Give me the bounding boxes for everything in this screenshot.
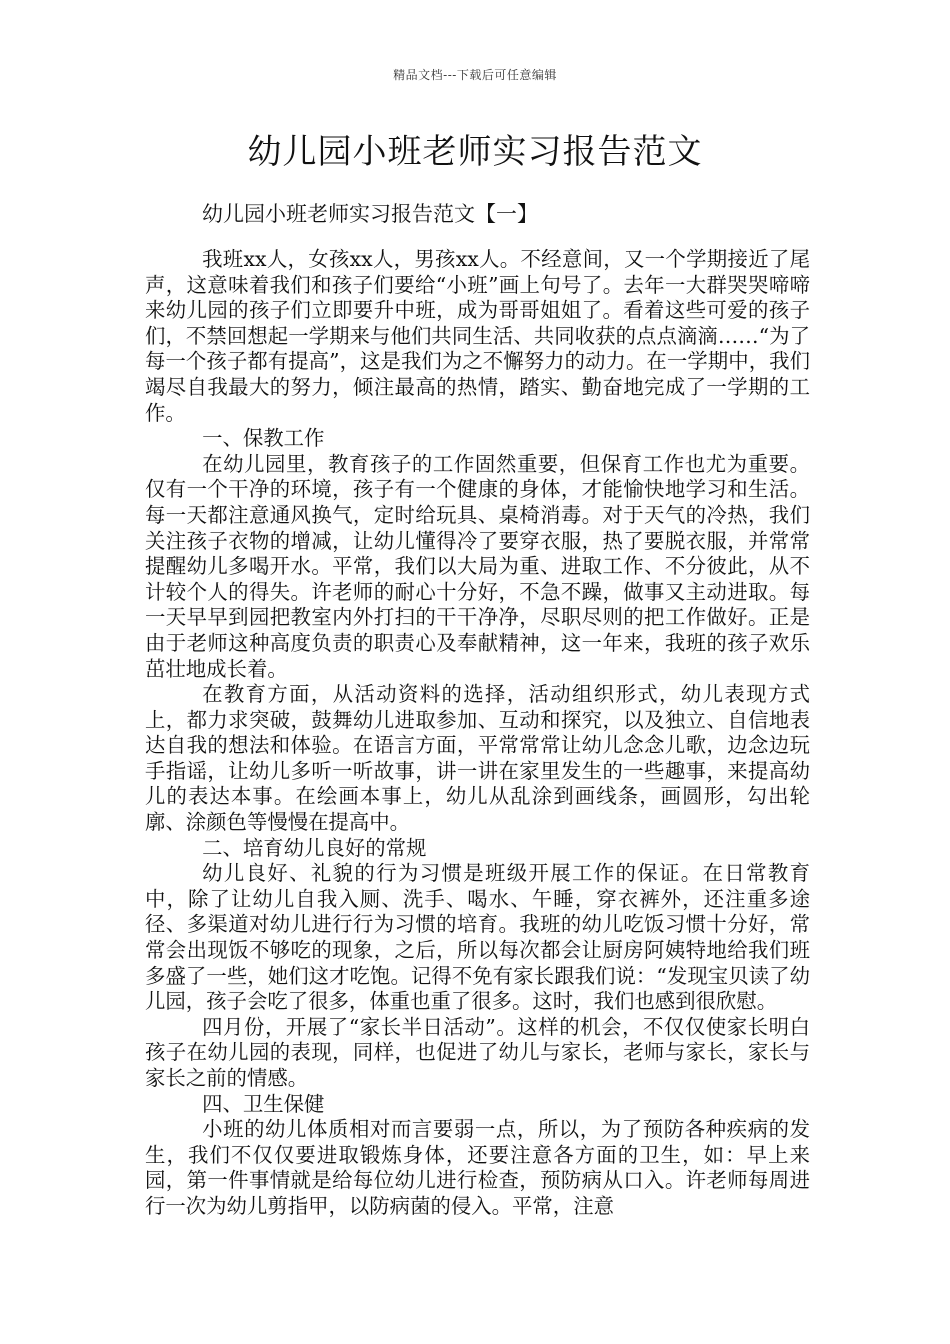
paragraph-education: 在教育方面，从活动资料的选择，活动组织形式，幼儿表现方式上，都力求突破，鼓舞幼儿进取参加、互动和探究，以及独立、自信地表达自我的想法和体验。在语言方面，平常常常让幼儿念念儿歌，边念边玩手指谣，让幼儿多听一听故事，讲一讲在家里发生的一些趣事，来提高幼儿的表达本事。在绘画本事上，幼儿从乱涂到画线条，画圆形，勾出轮廓、涂颜色等慢慢在提高中。 (145, 682, 810, 835)
paragraph-hygiene: 小班的幼儿体质相对而言要弱一点，所以，为了预防各种疾病的发生，我们不仅仅要进取锻炼身体，还要注意各方面的卫生，如：早上来园，第一件事情就是给每位幼儿进行检查，预防病从口入。许老师每周进行一次为幼儿剪指甲，以防病菌的侵入。平常，注意 (145, 1117, 810, 1218)
document-subtitle: 幼儿园小班老师实习报告范文【一】 (202, 202, 538, 226)
paragraph-parent-activity: 四月份，开展了“家长半日活动”。这样的机会，不仅仅使家长明白孩子在幼儿园的表现，同样，也促进了幼儿与家长，老师与家长，家长与家长之前的情感。 (145, 1014, 810, 1090)
paragraph-intro: 我班xx人，女孩xx人，男孩xx人。不经意间，又一个学期接近了尾声，这意味着我们和孩子们要给“小班”画上句号了。去年一大群哭哭啼啼来幼儿园的孩子们立即要升中班，成为哥哥姐姐了。看着这些可爱的孩子们，不禁回想起一学期来与他们共同生活、共同收获的点点滴滴……“为了每一个孩子都有提高”，这是我们为之不懈努力的动力。在一学期中，我们竭尽自我最大的努力，倾注最高的热情，踏实、勤奋地完成了一学期的工作。 (145, 247, 810, 425)
paragraph-care: 在幼儿园里，教育孩子的工作固然重要，但保育工作也尤为重要。仅有一个干净的环境，孩子有一个健康的身体，才能愉快地学习和生活。每一天都注意通风换气，定时给玩具、桌椅消毒。对于天气的冷热，我们关注孩子衣物的增减，让幼儿懂得冷了要穿衣服，热了要脱衣服，并常常提醒幼儿多喝开水。平常，我们以大局为重、进取工作、不分彼此，从不计较个人的得失。许老师的耐心十分好，不急不躁，做事又主动进取。每一天早早到园把教室内外打扫的干干净净，尽职尽则的把工作做好。正是由于老师这种高度负责的职责心及奉献精神，这一年来，我班的孩子欢乐茁壮地成长着。 (145, 451, 810, 681)
section-heading-hygiene: 四、卫生保健 (202, 1091, 325, 1116)
document-title: 幼儿园小班老师实习报告范文 (247, 132, 703, 172)
section-heading-routine: 二、培育幼儿良好的常规 (202, 835, 427, 860)
document-body (145, 247, 810, 1220)
section-heading-care: 一、保教工作 (202, 426, 325, 451)
header-note: 精品文档---下载后可任意编辑 (393, 68, 557, 82)
paragraph-routine: 幼儿良好、礼貌的行为习惯是班级开展工作的保证。在日常教育中，除了让幼儿自我入厕、洗手、喝水、午睡，穿衣裤外，还注重多途径、多渠道对幼儿进行行为习惯的培育。我班的幼儿吃饭习惯十分好，常常会出现饭不够吃的现象，之后，所以每次都会让厨房阿姨特地给我们班多盛了一些，她们这才吃饱。记得不免有家长跟我们说：“发现宝贝读了幼儿园，孩子会吃了很多，体重也重了很多。这时，我们也感到很欣慰。 (145, 861, 810, 1014)
